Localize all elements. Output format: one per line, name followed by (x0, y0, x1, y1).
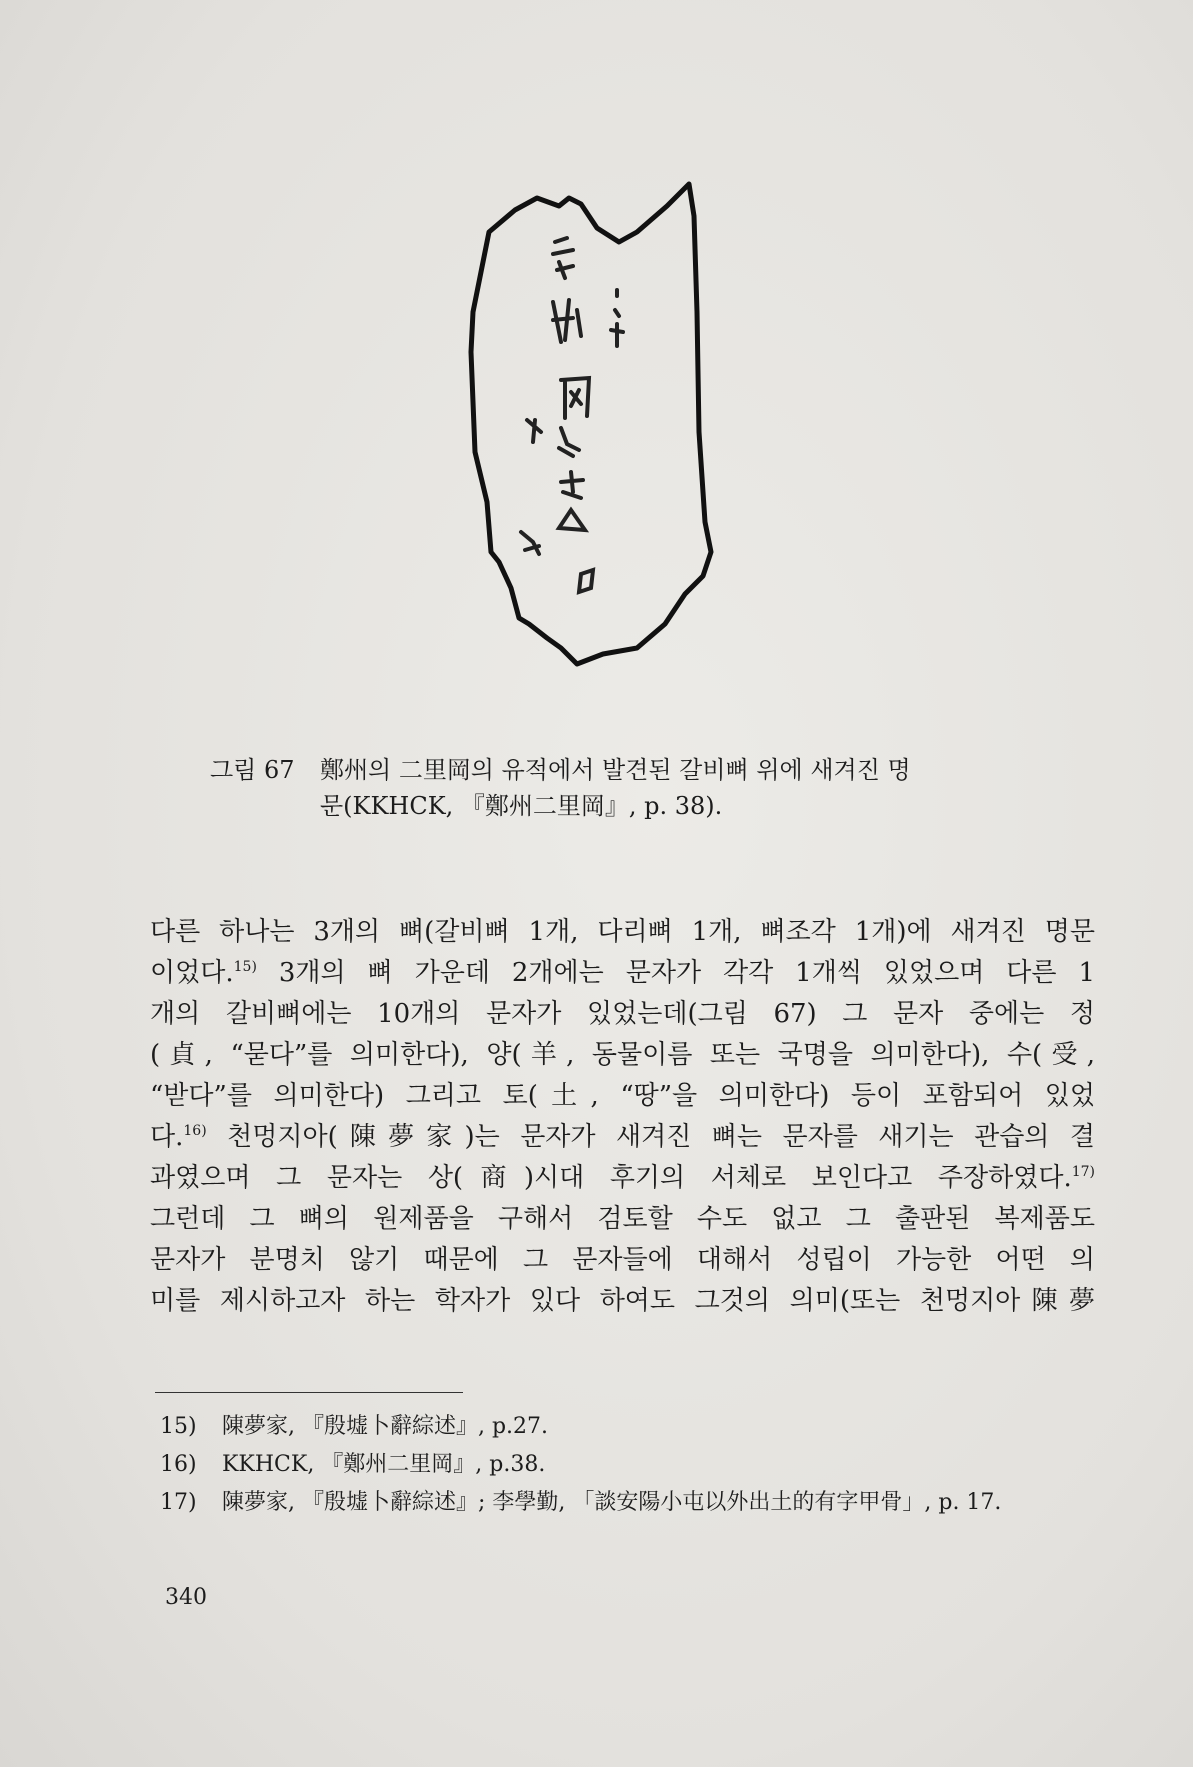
footnote (160, 1446, 1095, 1484)
footnote-ref[interactable]: 15) (233, 959, 257, 975)
footnotes (160, 1408, 1095, 1522)
footnote-text: 陳夢家, 『殷墟卜辭綜述』; 李學勤, 「談安陽小屯以外出土的有字甲骨」, p. 17. (222, 1490, 1002, 1515)
page-number: 340 (165, 1585, 207, 1610)
body-line: (貞, “묻다”를 의미한다), 양(羊, 동물이름 또는 국명을 의미한다), 수(受, (150, 1040, 1095, 1070)
footnote-number: 15) (160, 1414, 197, 1439)
footnote-ref[interactable]: 17) (1071, 1164, 1095, 1180)
footnote-ref[interactable]: 16) (183, 1123, 207, 1139)
figure-caption (210, 752, 1040, 824)
caption-line-1: 鄭州의 二里岡의 유적에서 발견된 갈비뼈 위에 새겨진 명 (320, 756, 911, 784)
body-line: 미를 제시하고자 하는 학자가 있다 하여도 그것의 의미(또는 천멍지아陳夢 (150, 1286, 1095, 1316)
body-line: 그런데 그 뼈의 원제품을 구해서 검토할 수도 없고 그 출판된 복제품도 (150, 1204, 1095, 1234)
body-paragraph (150, 912, 1095, 1322)
body-line: “받다”를 의미한다) 그리고 토(土, “땅”을 의미한다) 등이 포함되어 있었 (150, 1081, 1095, 1111)
footnote-text: KKHCK, 『鄭州二里岡』, p.38. (222, 1452, 546, 1477)
body-line: 과였으며 그 문자는 상(商)시대 후기의 서체로 보인다고 주장하였다.$^{17)}$ (150, 1163, 1095, 1193)
footnote-text: 陳夢家, 『殷墟卜辭綜述』, p.27. (222, 1414, 549, 1439)
body-line: 이었다.$^{15)}$ 3개의 뼈 가운데 2개에는 문자가 각각 1개씩 있었으며 다른 1 (150, 958, 1095, 988)
body-line: 문자가 분명치 않기 때문에 그 문자들에 대해서 성립이 가능한 어떤 의 (150, 1245, 1095, 1275)
footnote (160, 1408, 1095, 1446)
footnote-number: 17) (160, 1490, 197, 1515)
figure-label: 그림 67 (210, 756, 295, 784)
footnote (160, 1484, 1095, 1522)
caption-line-2: 문(KKHCK, 『鄭州二里岡』, p. 38). (320, 792, 723, 820)
rib-bone-inscription-figure (455, 180, 805, 730)
body-line: 개의 갈비뼈에는 10개의 문자가 있었는데(그림 67) 그 문자 중에는 정 (150, 999, 1095, 1029)
body-line: 다.$^{16)}$ 천멍지아(陳夢家)는 문자가 새겨진 뼈는 문자를 새기는 관습의 결 (150, 1122, 1095, 1152)
footnote-divider (155, 1392, 463, 1393)
footnote-number: 16) (160, 1452, 197, 1477)
rib-bone-drawing-icon (455, 180, 805, 730)
body-line: 다른 하나는 3개의 뼈(갈비뼈 1개, 다리뼈 1개, 뼈조각 1개)에 새겨진 명문 (150, 917, 1095, 947)
